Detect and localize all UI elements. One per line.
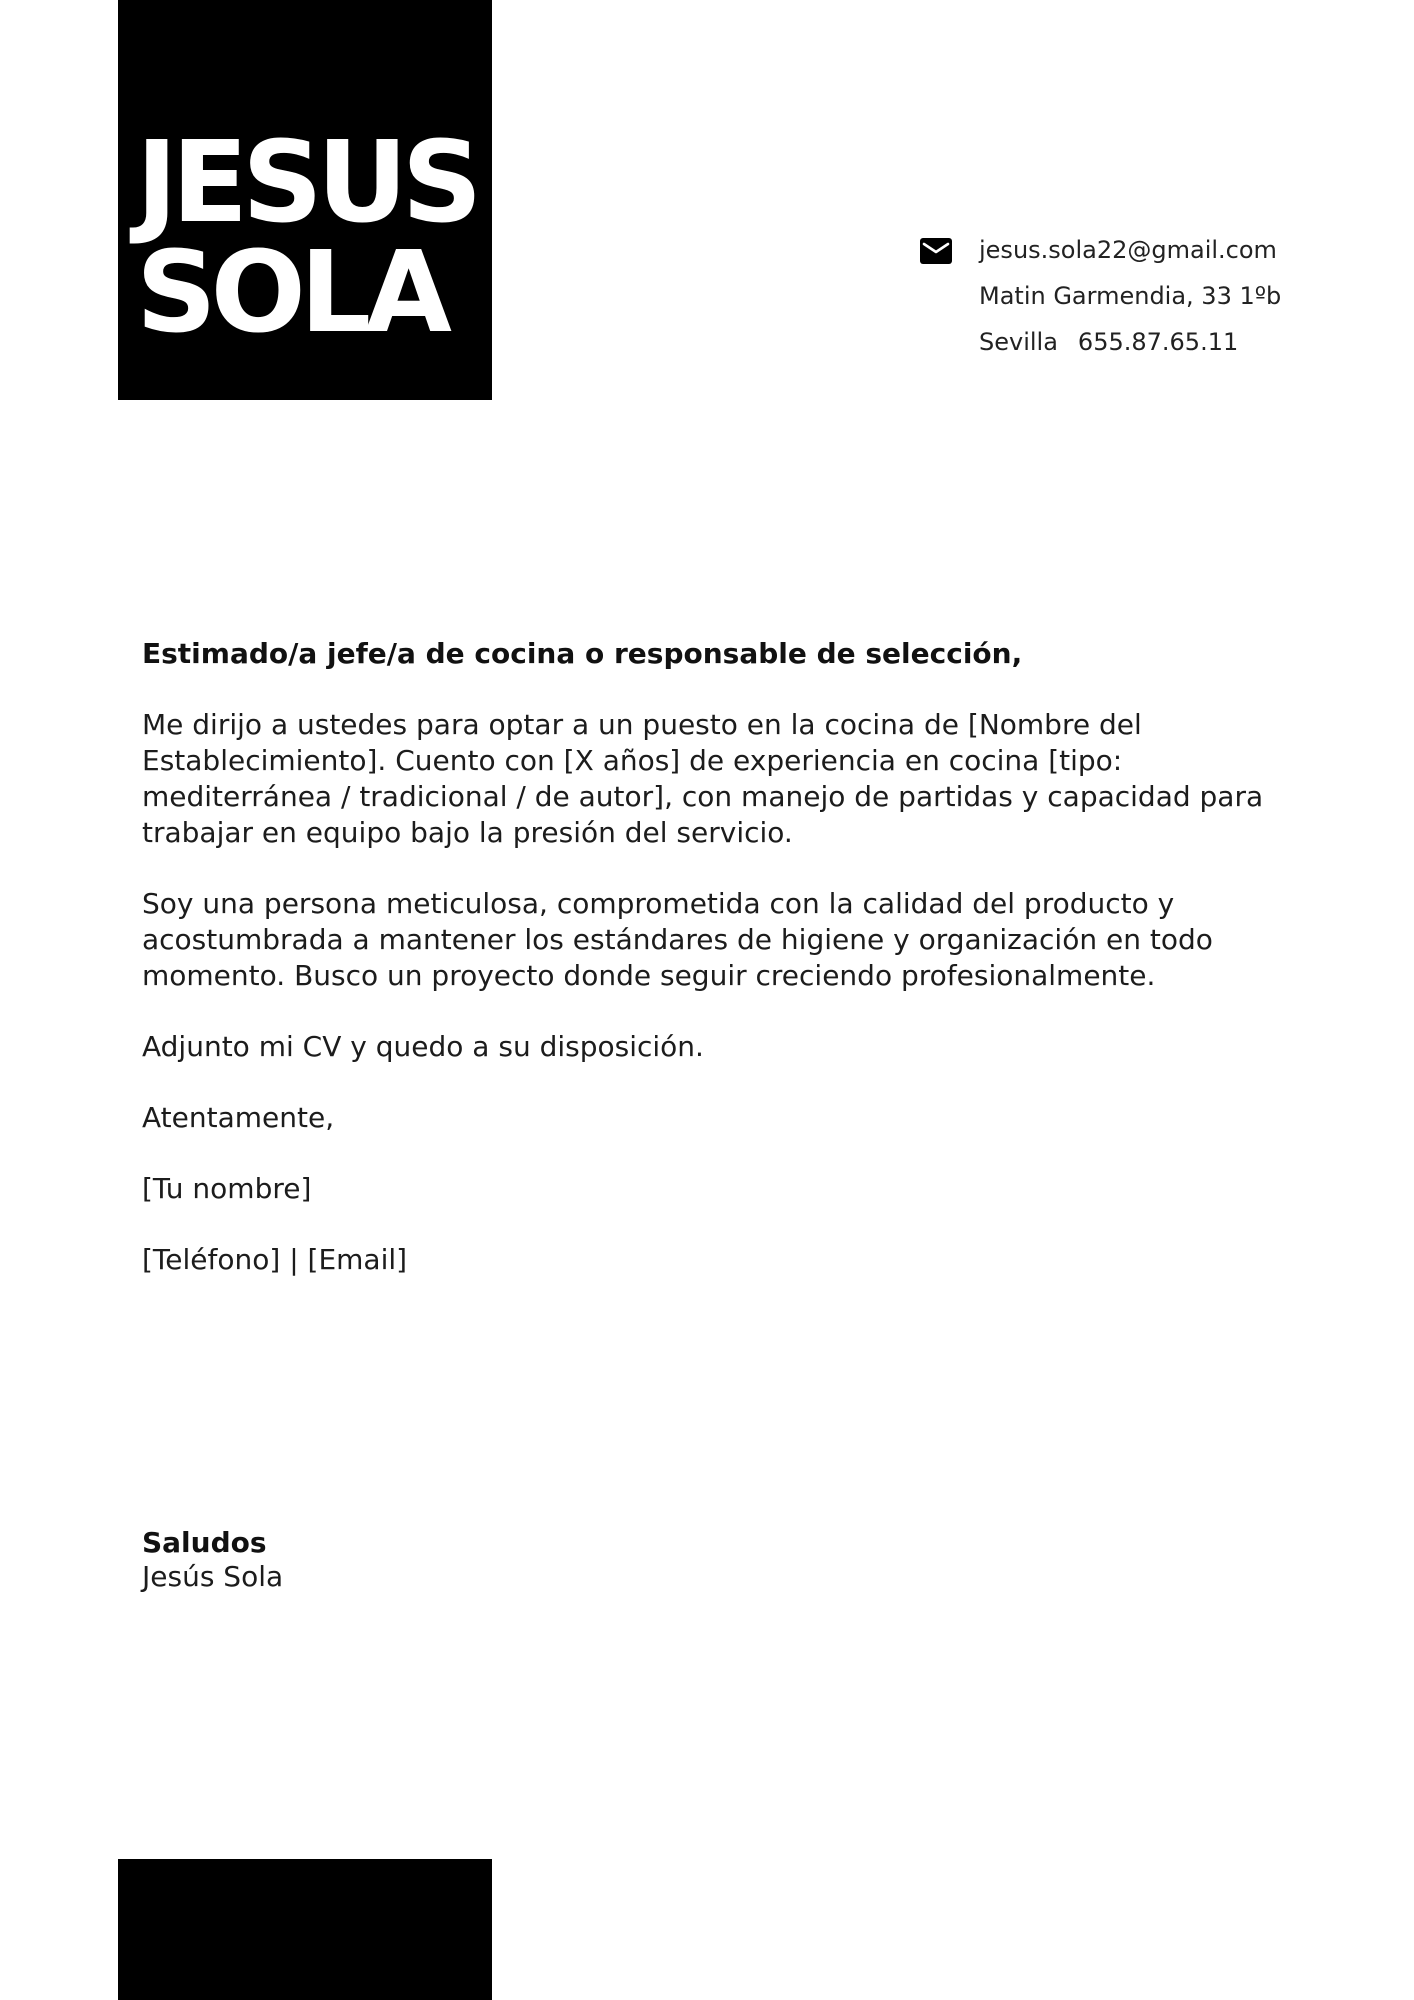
letter-body bbox=[142, 636, 1292, 1313]
last-name: SOLA bbox=[136, 228, 446, 358]
phone-text: 655.87.65.11 bbox=[1077, 328, 1239, 356]
address-text: Matin Garmendia, 33 1ºb bbox=[979, 282, 1282, 310]
contact-info bbox=[920, 232, 1340, 370]
name-title bbox=[136, 118, 477, 358]
mail-icon bbox=[920, 238, 952, 264]
letter-paragraph-intro: Me dirijo a ustedes para optar a un puesto en la cocina de [Nombre del Establecimiento]. Cuento con [X años] de experiencia en cocina [tipo: mediterránea / tradicional / de autor], con manejo de partidas y capacidad para trabajar en equipo bajo la presión del servicio. bbox=[142, 708, 1264, 849]
first-name: JESUS bbox=[136, 118, 477, 248]
city-text: Sevilla bbox=[979, 328, 1058, 356]
letter-name-placeholder: [Tu nombre] bbox=[142, 1172, 312, 1205]
closing-block bbox=[142, 1526, 283, 1594]
signature-name: Jesús Sola bbox=[142, 1560, 284, 1593]
letter-sign-off: Atentamente, bbox=[142, 1101, 335, 1134]
letter-paragraph-attachment: Adjunto mi CV y quedo a su disposición. bbox=[142, 1030, 704, 1063]
name-header-block bbox=[118, 0, 492, 400]
email-link[interactable]: jesus.sola22@gmail.com bbox=[979, 236, 1277, 264]
city-phone bbox=[979, 324, 1238, 360]
footer-decorative-block bbox=[118, 1859, 492, 2000]
contact-city-phone-row bbox=[920, 324, 1340, 370]
letter-contact-placeholder: [Teléfono] | [Email] bbox=[142, 1243, 408, 1276]
contact-address-row bbox=[920, 278, 1340, 324]
contact-email-row bbox=[920, 232, 1340, 278]
letter-paragraph-profile: Soy una persona meticulosa, comprometida con la calidad del producto y acostumbrada a mantener los estándares de higiene y organización en todo momento. Busco un proyecto donde seguir creciendo profesionalmente. bbox=[142, 887, 1213, 992]
closing-salutation: Saludos bbox=[142, 1526, 267, 1559]
letter-greeting: Estimado/a jefe/a de cocina o responsable de selección, bbox=[142, 637, 1023, 670]
